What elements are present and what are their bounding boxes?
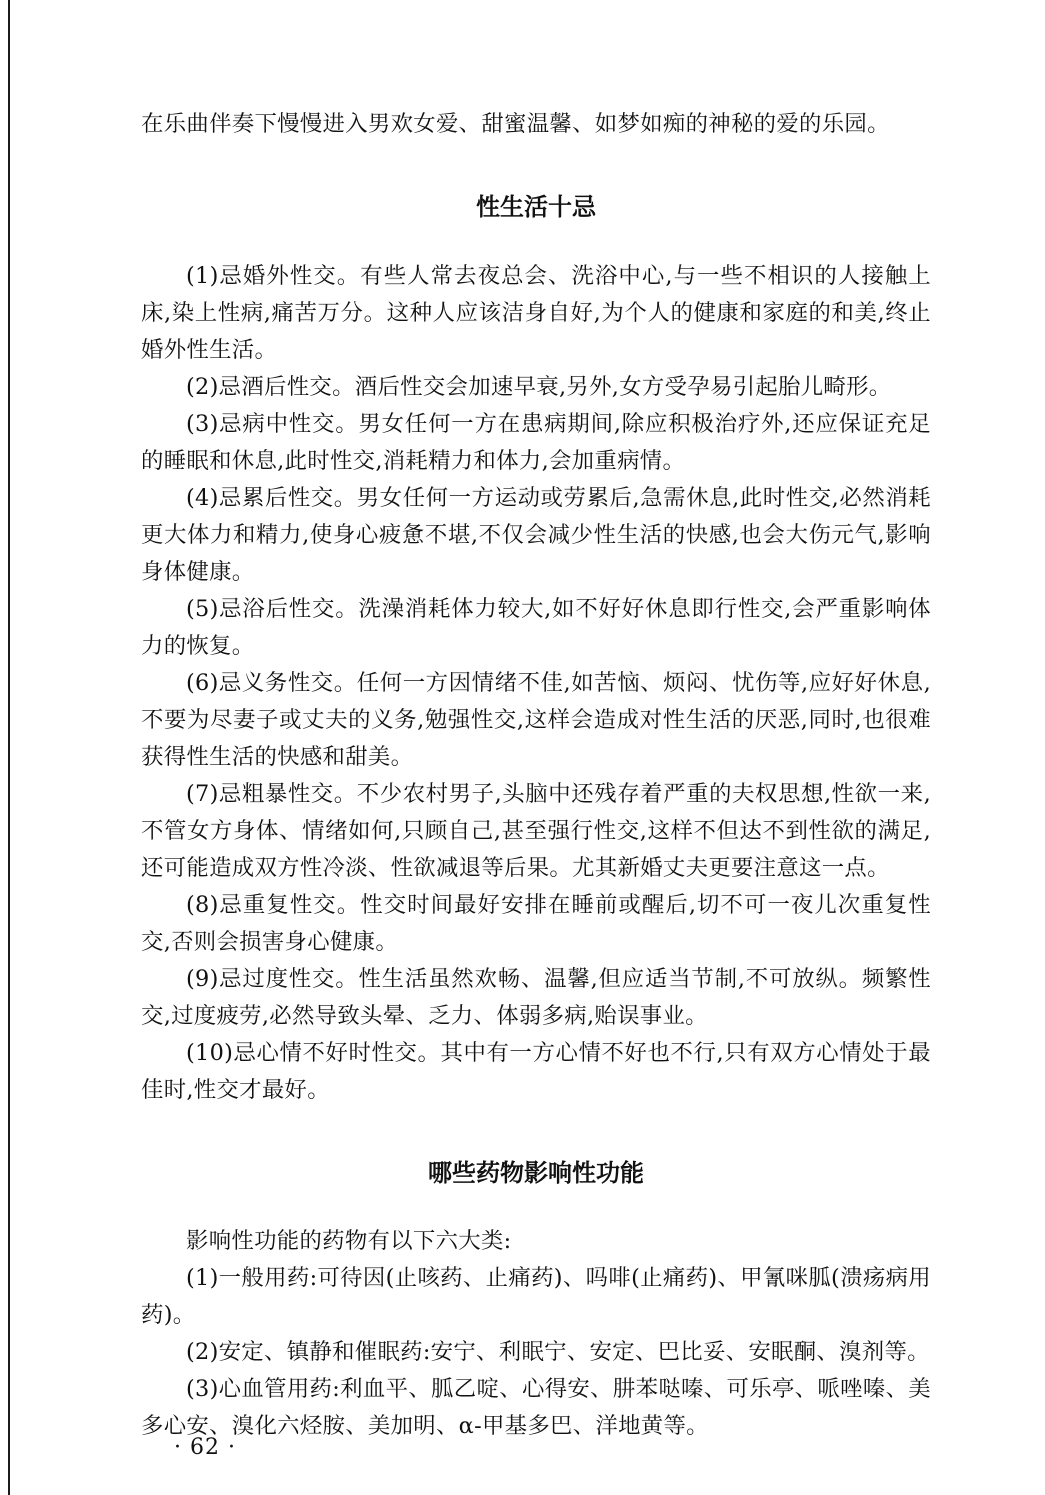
section-title-drugs: 哪些药物影响性功能 [428, 1159, 644, 1187]
taboo-item-9: (9)忌过度性交。性生活虽然欢畅、温馨,但应适当节制,不可放纵。频繁性交,过度疲劳,必然导致头晕、乏力、体弱多病,贻误事业。 [141, 966, 931, 1029]
drug-category-2: (2)安定、镇静和催眠药:安宁、利眠宁、安定、巴比妥、安眠酮、溴剂等。 [186, 1339, 930, 1365]
taboo-item-4: (4)忌累后性交。男女任何一方运动或劳累后,急需休息,此时性交,必然消耗更大体力和精力,使身心疲惫不堪,不仅会减少性生活的快感,也会大伤元气,影响身体健康。 [141, 485, 931, 585]
page-number: · 62 · [174, 1435, 236, 1460]
taboo-item-10: (10)忌心情不好时性交。其中有一方心情不好也不行,只有双方心情处于最佳时,性交才最好。 [141, 1040, 931, 1103]
section-title-ten-taboos: 性生活十忌 [476, 193, 596, 221]
intro-paragraph: 在乐曲伴奏下慢慢进入男欢女爱、甜蜜温馨、如梦如痴的神秘的爱的乐园。 [141, 111, 890, 137]
taboo-item-6: (6)忌义务性交。任何一方因情绪不佳,如苦恼、烦闷、忧伤等,应好好休息,不要为尽妻子或丈夫的义务,勉强性交,这样会造成对性生活的厌恶,同时,也很难获得性生活的快感和甜美。 [141, 670, 931, 770]
drug-category-3: (3)心血管用药:利血平、胍乙啶、心得安、肼苯哒嗪、可乐亭、哌唑嗪、美多心安、溴化六烃胺、美加明、α-甲基多巴、洋地黄等。 [141, 1376, 931, 1439]
drugs-intro: 影响性功能的药物有以下六大类: [186, 1228, 512, 1254]
taboo-item-2: (2)忌酒后性交。酒后性交会加速早衰,另外,女方受孕易引起胎儿畸形。 [186, 374, 892, 400]
taboo-item-5: (5)忌浴后性交。洗澡消耗体力较大,如不好好休息即行性交,会严重影响体力的恢复。 [141, 596, 931, 659]
taboo-item-7: (7)忌粗暴性交。不少农村男子,头脑中还残存着严重的夫权思想,性欲一来,不管女方身体、情绪如何,只顾自己,甚至强行性交,这样不但达不到性欲的满足,还可能造成双方性冷淡、性欲减退等后果。尤其新婚丈夫更要注意这一点。 [141, 781, 931, 881]
taboo-item-3: (3)忌病中性交。男女任何一方在患病期间,除应积极治疗外,还应保证充足的睡眠和休息,此时性交,消耗精力和体力,会加重病情。 [141, 411, 931, 474]
taboo-item-8: (8)忌重复性交。性交时间最好安排在睡前或醒后,切不可一夜儿次重复性交,否则会损害身心健康。 [141, 892, 931, 955]
page-edge-rule [8, 0, 10, 1495]
drug-category-1: (1)一般用药:可待因(止咳药、止痛药)、吗啡(止痛药)、甲氰咪胍(溃疡病用药)。 [141, 1265, 931, 1328]
taboo-item-1: (1)忌婚外性交。有些人常去夜总会、洗浴中心,与一些不相识的人接触上床,染上性病,痛苦万分。这种人应该洁身自好,为个人的健康和家庭的和美,终止婚外性生活。 [141, 263, 931, 363]
page-content [141, 106, 931, 1445]
